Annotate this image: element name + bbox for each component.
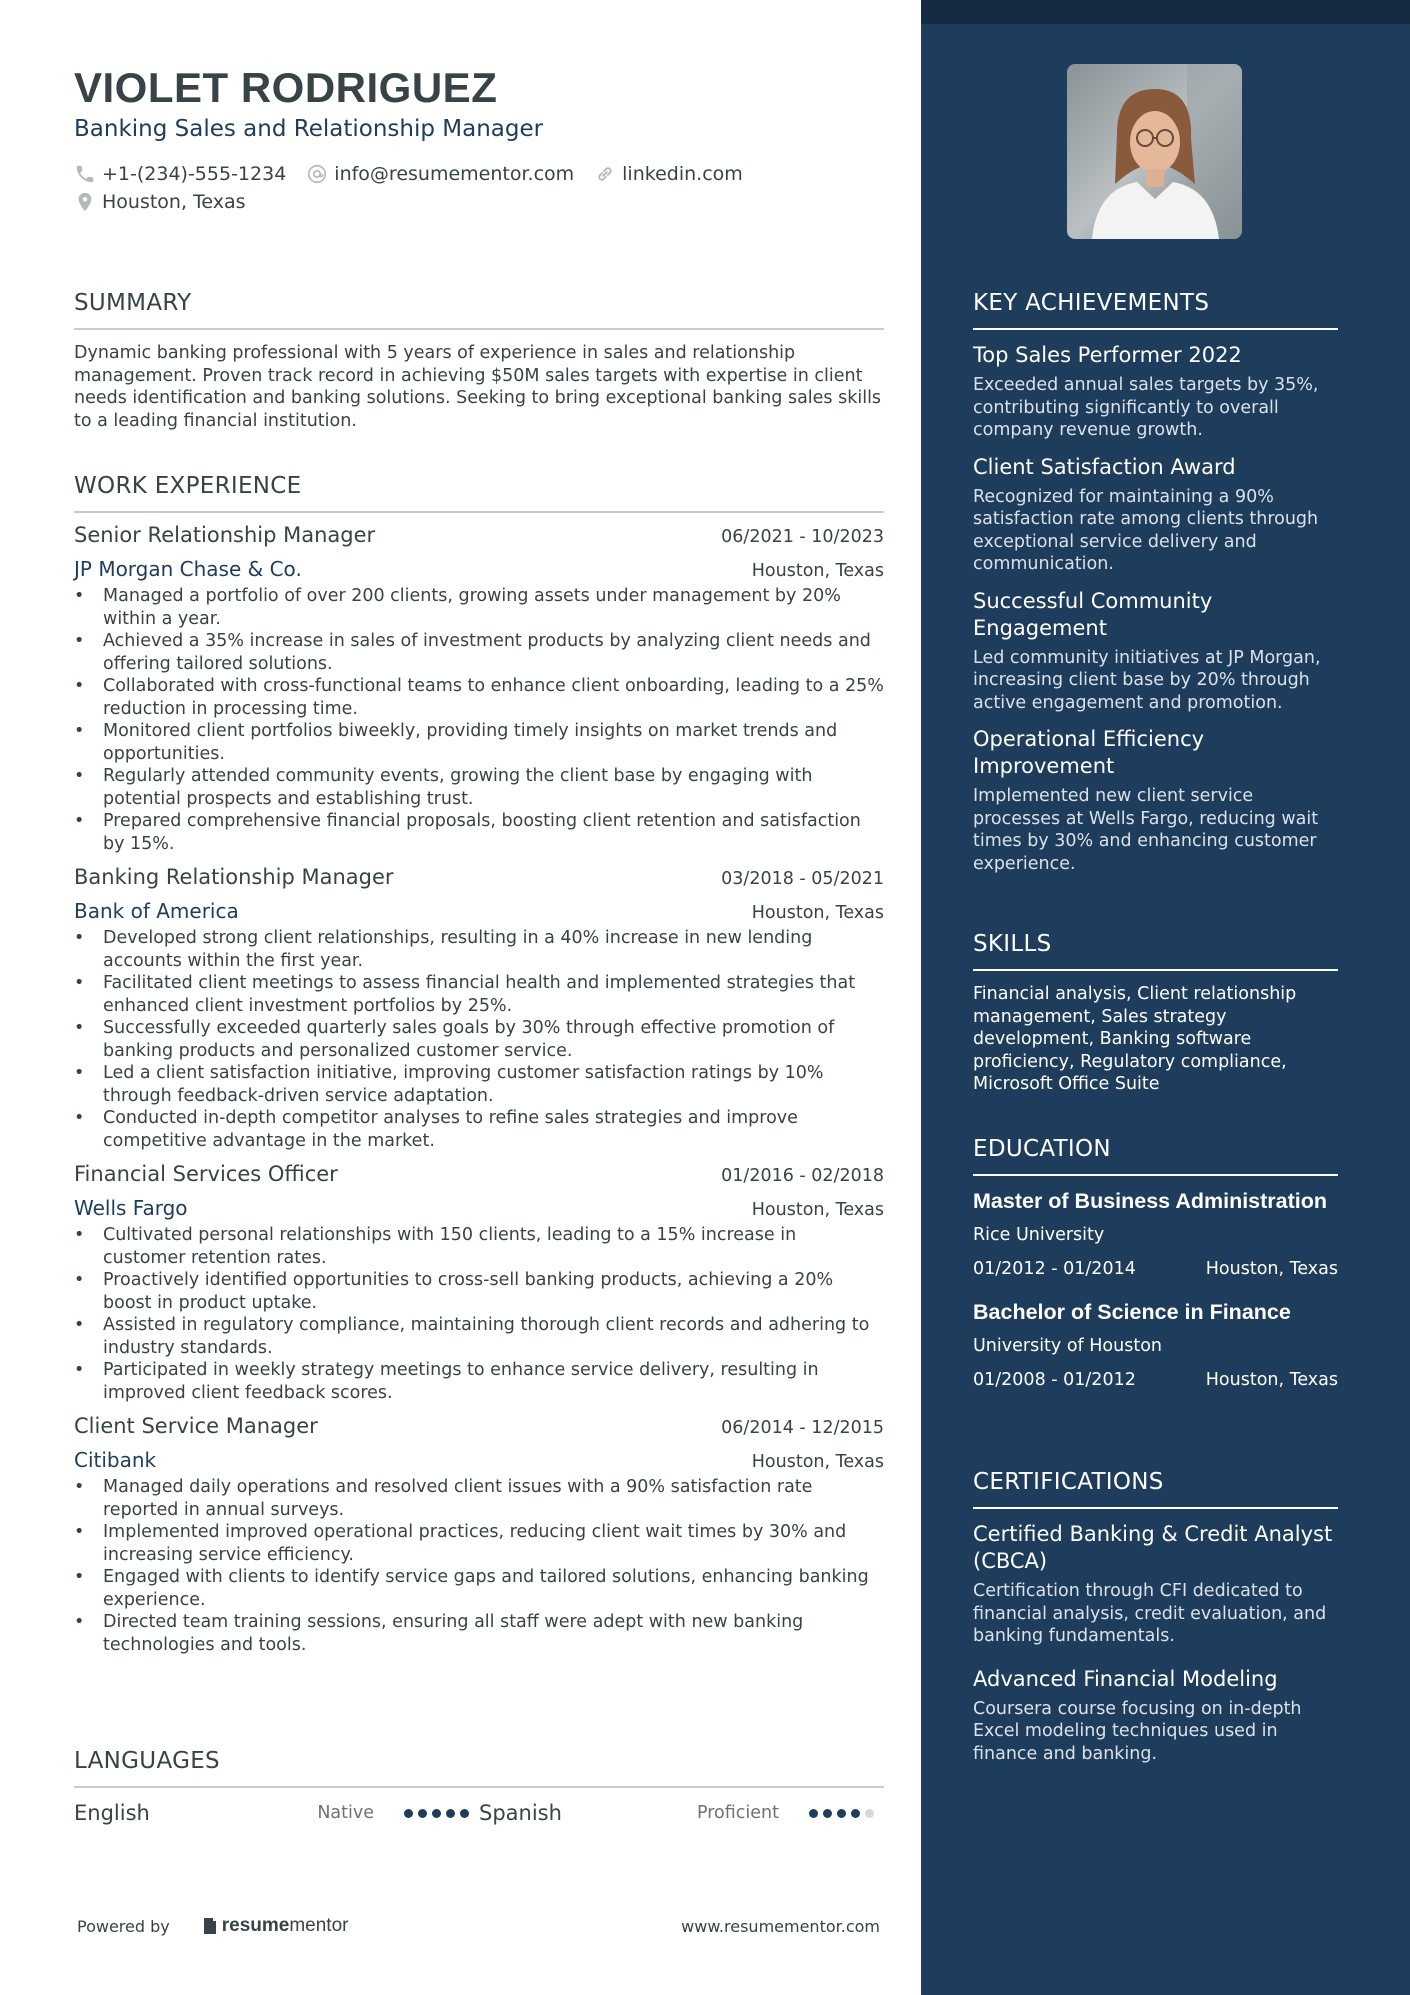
rating-dot-filled	[418, 1809, 427, 1818]
sidebar	[921, 0, 1410, 1995]
certification-desc: Coursera course focusing on in-depth Excel modeling techniques used in finance and banking.	[973, 1698, 1302, 1764]
powered-by	[74, 1915, 348, 1937]
phone-icon	[74, 163, 96, 185]
achievement-desc: Recognized for maintaining a 90% satisfaction rate among clients through exceptional service delivery and communication.	[973, 486, 1319, 574]
language-name: English	[74, 1801, 150, 1825]
sidebar-top-band	[921, 0, 1410, 24]
job-company: JP Morgan Chase & Co.	[74, 557, 302, 581]
location-text: Houston, Texas	[102, 191, 246, 213]
job-role: Senior Relationship Manager	[74, 523, 376, 547]
at-icon	[306, 163, 328, 185]
email-text: info@resumementor.com	[334, 163, 575, 185]
contact-location	[74, 191, 246, 213]
achievement-desc: Implemented new client service processes at Wells Fargo, reducing wait times by 30% and enhancing customer experience.	[973, 786, 1319, 874]
education-item	[973, 1299, 1338, 1390]
certification-title: Advanced Financial Modeling	[973, 1666, 1278, 1691]
job-company: Bank of America	[74, 899, 239, 923]
contact-phone[interactable]	[74, 163, 286, 185]
certification-desc: Certification through CFI dedicated to financial analysis, credit evaluation, and banking fundamentals.	[973, 1581, 1327, 1646]
job-dates: 06/2014 - 12/2015	[721, 1418, 884, 1438]
bullet-item: • Regularly attended community events, growing the client base by engaging with potential prospects and establishing trust.	[74, 765, 884, 810]
job-dates: 03/2018 - 05/2021	[721, 869, 884, 889]
achievement-desc: Led community initiatives at JP Morgan, increasing client base by 20% through active engagement and promotion.	[973, 647, 1321, 713]
languages-section	[74, 1748, 884, 1828]
rating-dot-filled	[851, 1809, 860, 1818]
bullet-item: • Managed a portfolio of over 200 clients, growing assets under management by 20% within a year.	[74, 585, 884, 630]
rating-dot-filled	[446, 1809, 455, 1818]
job-bullets	[74, 1476, 884, 1656]
language-item	[74, 1801, 479, 1825]
summary-section	[74, 290, 884, 432]
linkedin-text: linkedin.com	[622, 163, 743, 185]
achievement-desc: Exceeded annual sales targets by 35%, contributing significantly to overall company revenue growth.	[973, 375, 1319, 440]
footer	[74, 1915, 884, 1937]
certification-item	[973, 1521, 1338, 1648]
phone-text: +1-(234)-555-1234	[102, 163, 287, 185]
skills-section	[973, 931, 1338, 1096]
bullet-item: • Proactively identified opportunities to cross-sell banking products, achieving a 20% boost in product uptake.	[74, 1269, 884, 1314]
job-location: Houston, Texas	[751, 903, 884, 923]
education-heading: EDUCATION	[973, 1136, 1338, 1176]
rating-dot-filled	[404, 1809, 413, 1818]
language-level: Native	[317, 1803, 374, 1823]
bullet-item: • Cultivated personal relationships with 150 clients, leading to a 15% increase in customer retention rates.	[74, 1224, 884, 1269]
job-role: Financial Services Officer	[74, 1162, 338, 1186]
brand-bold: resume	[221, 1915, 290, 1936]
bullet-item: • Facilitated client meetings to assess financial health and implemented strategies that enhanced client investment portfolios by 25%.	[74, 972, 884, 1017]
contact-info	[74, 160, 884, 216]
achievement-item	[973, 726, 1338, 875]
achievement-title: Operational Efficiency Improvement	[973, 727, 1205, 778]
certification-title: Certified Banking & Credit Analyst (CBCA)	[973, 1522, 1333, 1573]
job-role: Banking Relationship Manager	[74, 865, 394, 889]
education-location: Houston, Texas	[1205, 1259, 1338, 1279]
job-dates: 01/2016 - 02/2018	[721, 1166, 884, 1186]
education-degree: Master of Business Administration	[973, 1189, 1328, 1213]
profile-photo	[1067, 64, 1242, 239]
language-rating	[809, 1809, 874, 1818]
skills-text: Financial analysis, Client relationship management, Sales strategy development, Banking software proficiency, Regulatory compliance, Microsoft Office Suite	[973, 984, 1297, 1094]
job-role: Client Service Manager	[74, 1414, 318, 1438]
certification-item	[973, 1666, 1338, 1766]
bullet-item: • Developed strong client relationships, resulting in a 40% increase in new lending accounts within the first year.	[74, 927, 884, 972]
rating-dot-filled	[809, 1809, 818, 1818]
certifications-heading: CERTIFICATIONS	[973, 1469, 1338, 1509]
work-experience-section	[74, 473, 884, 1656]
education-degree: Bachelor of Science in Finance	[973, 1300, 1291, 1324]
achievements-section	[973, 290, 1338, 875]
achievement-title: Top Sales Performer 2022	[973, 343, 1242, 367]
achievement-item	[973, 342, 1338, 442]
job-company: Citibank	[74, 1448, 157, 1472]
language-name: Spanish	[479, 1801, 562, 1825]
job-entry	[74, 1414, 884, 1656]
achievement-title: Client Satisfaction Award	[973, 454, 1236, 479]
job-bullets	[74, 927, 884, 1152]
job-bullets	[74, 585, 884, 855]
job-dates: 06/2021 - 10/2023	[721, 527, 884, 547]
language-level: Proficient	[697, 1803, 779, 1823]
bullet-item: • Collaborated with cross-functional teams to enhance client onboarding, leading to a 25% reduction in processing time.	[74, 675, 884, 720]
rating-dot-filled	[432, 1809, 441, 1818]
work-heading: WORK EXPERIENCE	[74, 473, 884, 513]
brand-logo[interactable]	[202, 1915, 349, 1937]
job-bullets	[74, 1224, 884, 1404]
powered-by-label: Powered by	[77, 1916, 170, 1936]
bullet-item: • Led a client satisfaction initiative, improving customer satisfaction ratings by 10% through feedback-driven service adaptation.	[74, 1062, 884, 1107]
bullet-item: • Monitored client portfolios biweekly, providing timely insights on market trends and opportunities.	[74, 720, 884, 765]
job-entry	[74, 1162, 884, 1404]
bullet-item: • Managed daily operations and resolved client issues with a 90% satisfaction rate reported in annual surveys.	[74, 1476, 884, 1521]
candidate-name: VIOLET RODRIGUEZ	[74, 64, 498, 111]
contact-linkedin[interactable]	[594, 163, 743, 185]
language-rating	[404, 1809, 469, 1818]
achievements-heading: KEY ACHIEVEMENTS	[973, 290, 1338, 330]
achievement-item	[973, 588, 1338, 715]
summary-text: Dynamic banking professional with 5 years of experience in sales and relationship management. Proven track record in achieving $50M sales targets with expertise in client needs identification and banking solutions. Seeking to bring exceptional banking sales skills to a leading financial institution.	[74, 343, 882, 431]
job-company: Wells Fargo	[74, 1196, 188, 1220]
education-school: University of Houston	[973, 1336, 1163, 1356]
rating-dot-filled	[460, 1809, 469, 1818]
bullet-item: • Implemented improved operational practices, reducing client wait times by 30% and increasing service efficiency.	[74, 1521, 884, 1566]
profile-photo-image	[1067, 64, 1242, 239]
bullet-item: • Successfully exceeded quarterly sales goals by 30% through effective promotion of banking products and personalized customer service.	[74, 1017, 884, 1062]
bullet-item: • Participated in weekly strategy meetings to enhance service delivery, resulting in improved client feedback scores.	[74, 1359, 884, 1404]
education-item	[973, 1188, 1338, 1279]
bullet-item: • Assisted in regulatory compliance, maintaining thorough client records and adhering to industry standards.	[74, 1314, 884, 1359]
achievement-item	[973, 454, 1338, 576]
education-dates: 01/2008 - 01/2012	[973, 1370, 1136, 1390]
certifications-section	[973, 1469, 1338, 1765]
bullet-item: • Directed team training sessions, ensuring all staff were adept with new banking technologies and tools.	[74, 1611, 884, 1656]
rating-dot-filled	[837, 1809, 846, 1818]
education-section	[973, 1136, 1338, 1390]
job-location: Houston, Texas	[751, 561, 884, 581]
skills-heading: SKILLS	[973, 931, 1338, 971]
bullet-item: • Achieved a 35% increase in sales of investment products by analyzing client needs and offering tailored solutions.	[74, 630, 884, 675]
education-school: Rice University	[973, 1225, 1105, 1245]
link-icon	[594, 163, 616, 185]
summary-heading: SUMMARY	[74, 290, 884, 330]
brand-light: mentor	[289, 1915, 349, 1936]
rating-dot-filled	[823, 1809, 832, 1818]
bullet-item: • Conducted in-depth competitor analyses to refine sales strategies and improve competitive advantage in the market.	[74, 1107, 884, 1152]
job-location: Houston, Texas	[751, 1452, 884, 1472]
rating-dot-empty	[865, 1809, 874, 1818]
job-entry	[74, 523, 884, 855]
education-location: Houston, Texas	[1205, 1370, 1338, 1390]
location-pin-icon	[74, 191, 96, 213]
brand-logo-icon	[202, 1916, 218, 1936]
language-item	[479, 1801, 884, 1825]
bullet-item: • Engaged with clients to identify service gaps and tailored solutions, enhancing banking experience.	[74, 1566, 884, 1611]
contact-email[interactable]	[306, 163, 574, 185]
footer-site-link[interactable]: www.resumementor.com	[681, 1916, 880, 1936]
job-location: Houston, Texas	[751, 1200, 884, 1220]
candidate-title: Banking Sales and Relationship Manager	[74, 116, 544, 142]
achievement-title: Successful Community Engagement	[973, 588, 1213, 640]
languages-heading: LANGUAGES	[74, 1748, 884, 1788]
bullet-item: • Prepared comprehensive financial proposals, boosting client retention and satisfaction by 15%.	[74, 810, 884, 855]
job-entry	[74, 865, 884, 1152]
education-dates: 01/2012 - 01/2014	[973, 1259, 1136, 1279]
